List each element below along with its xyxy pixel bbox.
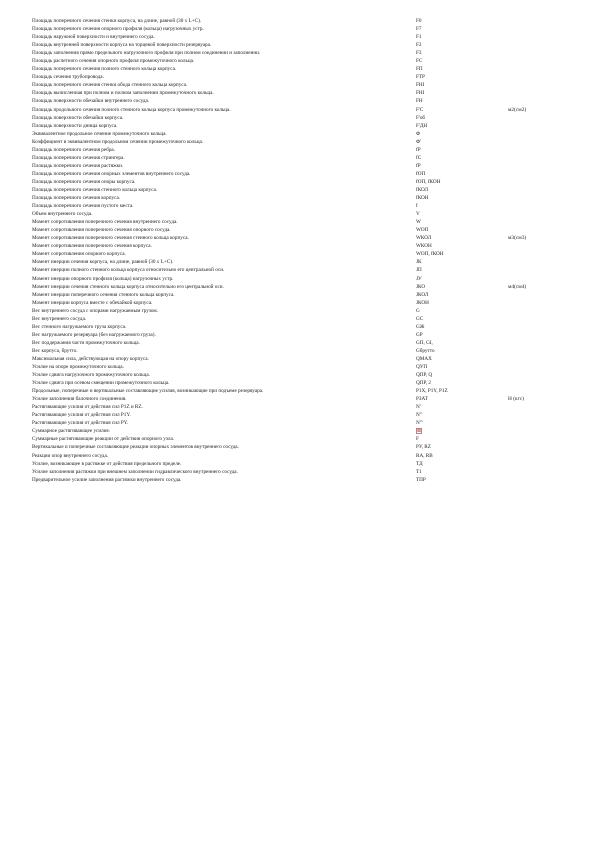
row-description: Площадь расчетного сечения опорного профиля промежуточного кольца. [32,58,195,65]
table-row [32,460,562,468]
row-description: Момент сопротивления поперечного сечения внутреннего сосуда. [32,219,178,226]
row-description: Реакции опор внутреннего сосуда. [32,452,109,459]
row-symbol: QУП [416,364,428,371]
row-unit: Н (кгс) [508,396,525,403]
row-symbol: PУ, RZ [416,444,431,451]
row-symbol: Ф [416,130,421,137]
table-row [32,435,562,443]
row-symbol: fКОН [416,195,429,202]
row-description: Момент сопротивления поперечного сечения стенного кольца корпуса. [32,235,189,242]
row-symbol: QMAX [416,355,432,362]
table-row [32,122,562,130]
row-symbol: V [416,211,420,218]
table-row [32,41,562,49]
table-row [32,33,562,41]
row-description: Эквивалентное продольное сечение промежуточного кольца. [32,130,167,137]
row-unit: м3(см3) [508,235,527,242]
row-unit: м4(см4) [508,283,527,290]
table-row [32,275,562,283]
row-description: Объем внутреннего сосуда. [32,211,93,218]
row-symbol: fКОЛ [416,186,429,193]
row-symbol: GР [416,331,423,338]
table-row [32,242,562,250]
row-description: Момент инерции корпуса вместе с обечайкой корпуса. [32,299,153,306]
row-symbol: QПР, 2 [416,380,431,387]
table-row [32,114,562,122]
row-symbol: F7 [416,26,422,33]
row-description: Усилие заполнения балочного соединения. [32,396,127,403]
table-row [32,403,562,411]
row-symbol: N' [416,404,421,411]
row-description: Площадь внутренней поверхности корпуса на торцевой поверхности резервуара. [32,42,212,49]
table-row [32,419,562,427]
row-symbol: JК [416,259,422,266]
table-row [32,250,562,258]
table-row [32,73,562,81]
row-symbol [416,427,496,435]
table-row [32,234,562,242]
row-description: Площадь поверхности днища корпуса. [32,122,118,129]
row-description: Площадь заполнения прямо предельного нагрузочного профиля при полном соединении и заполнении. [32,50,261,57]
table-row [32,452,562,460]
row-symbol: fОП [416,170,426,177]
row-symbol: TД [416,460,423,467]
table-row [32,81,562,89]
row-description: Момент сопротивления поперечного сечения корпуса. [32,243,152,250]
row-symbol: fР [416,162,421,169]
table-row [32,49,562,57]
table-row [32,331,562,339]
row-description: Площадь поперечного сечения опорных элементов внутреннего сосуда. [32,170,191,177]
row-description: Растягивающие усилия от действия сил P1Z и RZ. [32,404,143,411]
table-row [32,162,562,170]
row-description: Усилие сдвига при осевом смещении промежуточного кольца. [32,380,170,387]
row-symbol: PЗАТ [416,396,428,403]
row-description: Вес нагружаемого резервуара (без нагружаемого груза). [32,331,156,338]
table-row [32,65,562,73]
row-symbol: F0 [416,18,422,24]
row-symbol: Ф' [416,138,422,145]
row-symbol: P1X, P1Y, P1Z [416,388,448,395]
table-row [32,323,562,331]
row-symbol: W [416,219,421,226]
row-description: Момент инерции поперечного сечения стенного кольца корпуса. [32,291,175,298]
row-description: Коэффициент в эквивалентном продольном сечении промежуточного кольца. [32,138,204,145]
row-description: Момент инерции полного стенного кольца корпуса относительно его центральной оси. [32,267,225,274]
row-symbol: F'ДН [416,122,428,129]
table-row [32,226,562,234]
row-unit: м2(см2) [508,106,527,113]
row-symbol: F'C [416,106,424,113]
row-description: Момент сопротивления поперечного сечения опорного сосуда. [32,227,171,234]
row-description: Момент инерции сечения корпуса, на длине, равной (30 x L+C). [32,259,174,266]
row-symbol: JКОН [416,299,429,306]
row-symbol: fC [416,154,422,161]
table-row [32,17,562,25]
table-row [32,210,562,218]
table-row [32,186,562,194]
row-symbol: T1 [416,468,422,475]
table-row [32,130,562,138]
row-symbol: F1 [416,34,422,41]
table-row [32,476,562,484]
row-symbol: fР [416,146,421,153]
row-description: Момент инерции опорного профиля (кольца) нагрузочных устр. [32,275,174,282]
row-description: Растягивающие усилия от действия сил P1Y. [32,412,131,419]
row-symbol: Gбрутто [416,347,435,354]
row-symbol: JП [416,267,422,274]
symbol-table [32,17,562,484]
row-description: Площадь поперечного сечения стенного кольца корпуса. [32,186,158,193]
table-row [32,106,562,114]
row-description: Площадь поперечного сечения стенки корпуса, на длине, равной (30 x L+C). [32,18,202,24]
table-row [32,355,562,363]
row-symbol: fОП, fКОН [416,178,441,185]
row-description: Площадь продольного сечения полного стенного кольца корпуса промежуточного кольца. [32,106,231,113]
table-row [32,443,562,451]
row-description: Площадь сечения трубопровода. [32,74,104,81]
table-row [32,178,562,186]
row-symbol: JКОЛ [416,291,429,298]
table-row [32,97,562,105]
table-row [32,291,562,299]
row-symbol: FC [416,58,423,65]
row-description: Площадь наружной поверхности и внутреннего сосуда. [32,34,155,41]
row-symbol: WКОН [416,243,432,250]
row-symbol: JКО [416,283,426,290]
table-row [32,154,562,162]
row-description: Площадь поперечного сечения растяжки. [32,162,124,169]
row-symbol: GC [416,315,424,322]
table-row [32,468,562,476]
row-description: Вес стенного нагружаемого груза корпуса. [32,323,127,330]
table-row [32,371,562,379]
table-row [32,218,562,226]
table-row [32,194,562,202]
table-row [32,427,562,435]
row-description: Усилие сдвига нагрузочного промежуточного кольца. [32,372,150,379]
table-row [32,395,562,403]
row-description: Площадь поверхности обечайки корпуса. [32,114,124,121]
row-description: Предварительное усилие заполнения растяжки внутреннего сосуда. [32,476,182,483]
row-description: Площадь поперечного сечения опорного профиля (кольца) нагрузочных устр. [32,26,204,33]
row-description: Площадь поперечного сечения стенки обода стенного кольца корпуса. [32,82,188,89]
row-description: Вес корпуса, брутто. [32,347,78,354]
row-symbol: JУ [416,275,422,282]
row-symbol: G [416,307,420,314]
table-row [32,379,562,387]
row-description: Площадь поперечного сечения корпуса. [32,195,121,202]
table-row [32,315,562,323]
row-symbol: WКОЛ [416,235,432,242]
row-description: Площадь поверхности обечайки внутреннего сосуда. [32,98,150,105]
row-description: Усилие заполнения растяжки при внешнем заполнении гидравлического внутреннего сосуда. [32,468,238,475]
row-symbol: f [416,203,418,210]
table-row [32,89,562,97]
table-row [32,170,562,178]
row-description: Вес внутреннего сосуда. [32,315,87,322]
row-symbol: F'об [416,114,426,121]
row-description: Вес поддержания части промежуточного кольца. [32,339,140,346]
table-row [32,363,562,371]
row-symbol: FП [416,66,423,73]
row-description: Усилие, возникающее в растяжке от действия предельного пределе. [32,460,182,467]
table-row [32,258,562,266]
row-description: Площадь поперечного сечения стрингера. [32,154,125,161]
table-row [32,57,562,65]
table-row [32,283,562,291]
table-row [32,266,562,274]
row-description: Суммарное растягивающее усилие. [32,428,111,435]
row-symbol: GП, GI, [416,339,433,346]
row-symbol: TПР [416,476,426,483]
row-description: Площадь поперечного сечения полного стенного кольца корпуса. [32,66,177,73]
row-symbol: FН [416,98,423,105]
row-description: Продольные, поперечные и вертикальные составляющие усилия, возникающие при подъеме резервуара. [32,388,264,395]
row-description: Момент сопротивления опорного корпуса. [32,251,126,258]
row-symbol: N'' [416,412,422,419]
row-symbol: F2 [416,42,422,49]
row-description: Вертикальные и поперечные составляющие реакции опорных элементов внутреннего сосуда. [32,444,239,451]
row-description: Площадь поперечного сечения ребра. [32,146,116,153]
row-symbol: WОП [416,227,429,234]
row-description: Площадь поперечного сечения пустого места. [32,203,134,210]
table-row [32,25,562,33]
table-row [32,411,562,419]
row-symbol: F3 [416,50,422,57]
row-symbol: FНI [416,90,425,97]
boxed-x-icon: ⊠ [417,429,422,435]
row-symbol: WОП, fКОН [416,251,444,258]
row-description: Суммарные растягивающие реакции от действия опорного узла. [32,436,175,443]
row-description: Площадь поперечного сечения опоры корпуса. [32,178,136,185]
row-symbol: RА, RВ [416,452,433,459]
row-symbol: FНI [416,82,425,89]
row-description: Усилие на опоре промежуточного кольца. [32,364,124,371]
row-description: Момент инерции сечения стенного кольца корпуса относительно его центральной оси. [32,283,224,290]
table-row [32,202,562,210]
row-symbol: GЖ [416,323,425,330]
row-description: Максимальная сила, действующая на опору корпуса. [32,355,149,362]
table-row [32,347,562,355]
table-row [32,299,562,307]
table-row [32,146,562,154]
row-symbol: F [416,436,419,443]
row-description: Площадь вычисленная при полном и полном заполнении промежуточного кольца. [32,90,214,97]
table-row [32,307,562,315]
table-row [32,387,562,395]
row-description: Вес внутреннего сосуда с опорами нагружаемым грузом. [32,307,158,314]
table-row [32,138,562,146]
row-description: Растягивающие усилия от действия сил PY. [32,420,129,427]
table-row [32,339,562,347]
row-symbol: QПР, Q [416,372,433,379]
row-symbol: N''' [416,420,423,427]
row-symbol: FТР [416,74,425,81]
